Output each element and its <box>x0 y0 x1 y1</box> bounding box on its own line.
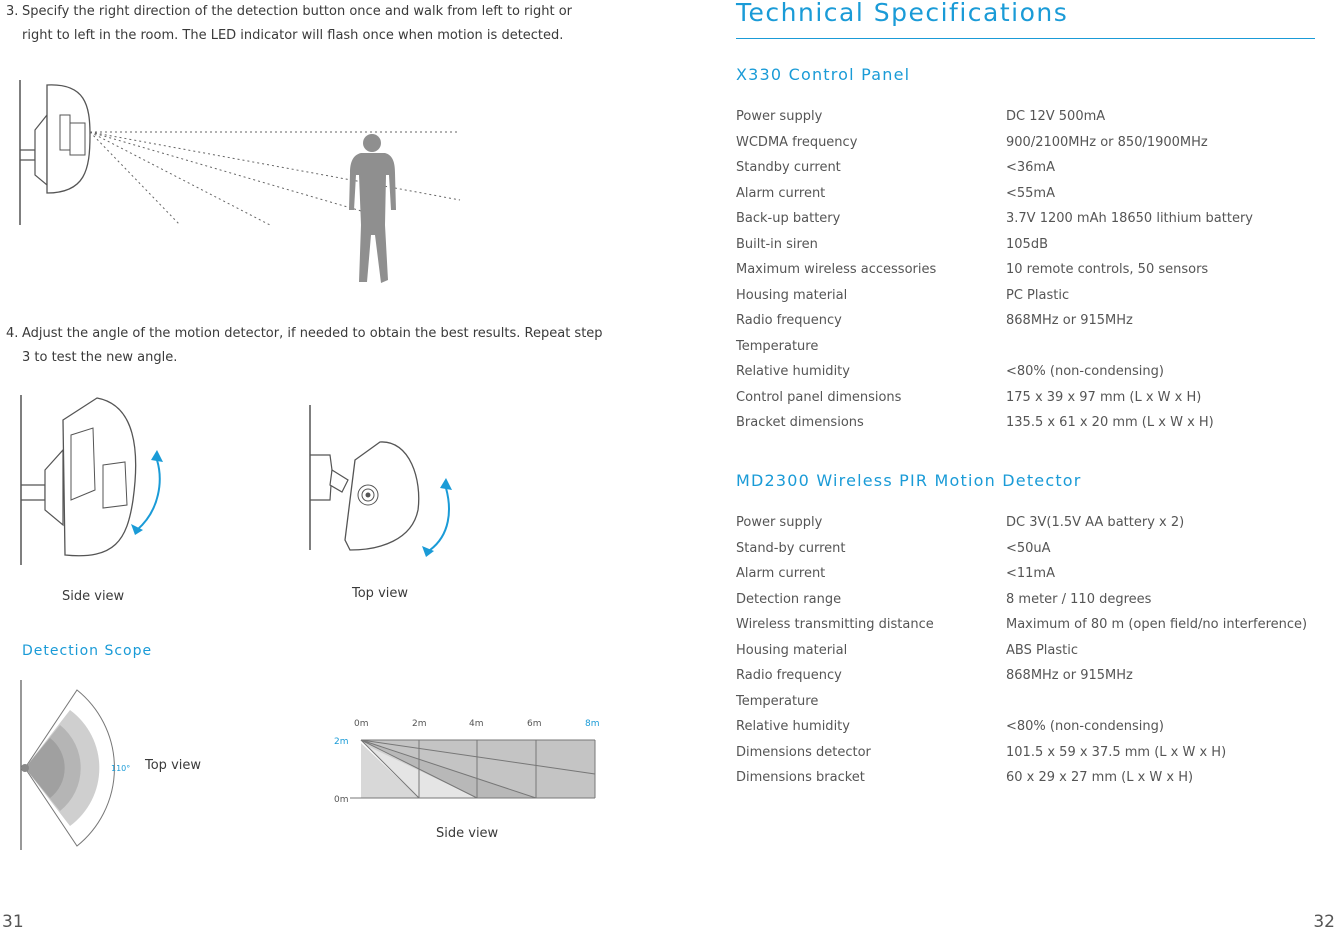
spec-value: <80% (non-condensing) <box>1006 364 1164 379</box>
detector-side-tilted-icon <box>21 398 136 556</box>
spec-value: DC 3V(1.5V AA battery x 2) <box>1006 515 1185 530</box>
spec-row <box>736 587 1336 613</box>
spec-value: 868MHz or 915MHz <box>1006 313 1133 328</box>
spec-label: Radio frequency <box>736 313 842 328</box>
spec-value: 60 x 29 x 27 mm (L x W x H) <box>1006 770 1194 785</box>
spec-row <box>736 359 1336 385</box>
spec-value: ABS Plastic <box>1006 642 1079 658</box>
page-number-right: 32 <box>1313 912 1335 932</box>
side-view-illustration <box>15 390 175 570</box>
spec-row <box>736 155 1336 181</box>
spec-label: Power supply <box>736 109 823 124</box>
spec-row <box>736 385 1336 411</box>
spec-row <box>736 510 1336 536</box>
person-silhouette-icon <box>349 134 396 283</box>
detector-side-icon <box>20 85 90 193</box>
sensor-dot <box>21 764 29 772</box>
section-title-control-panel: X330 Control Panel <box>736 65 911 84</box>
detection-beams <box>90 132 460 225</box>
left-page <box>0 0 668 936</box>
y-tick-0: 2m <box>334 737 349 747</box>
right-page <box>668 0 1337 936</box>
spec-row <box>736 714 1336 740</box>
spec-row <box>736 765 1336 791</box>
spec-label: Stand-by current <box>736 540 846 556</box>
spec-row <box>736 104 1336 130</box>
x-tick-2: 4m <box>469 719 484 729</box>
spec-row <box>736 663 1336 689</box>
detection-scope-title: Detection Scope <box>22 643 153 659</box>
step-3-text: Specify the right direction of the detection button once and walk from left to right or right to left in the room. The LED indicator will flash once when motion is detected. <box>22 4 573 43</box>
scope-top-view-caption: Top view <box>145 758 202 773</box>
spec-label: Housing material <box>736 642 848 658</box>
spec-row <box>736 410 1336 436</box>
detector-top-icon <box>310 442 419 550</box>
walk-test-illustration <box>15 75 465 290</box>
page-title: Technical Specifications <box>736 0 1069 27</box>
spec-label: Control panel dimensions <box>736 389 902 405</box>
spec-value: 8 meter / 110 degrees <box>1006 591 1152 607</box>
section-title-motion-detector: MD2300 Wireless PIR Motion Detector <box>736 471 1082 490</box>
spec-table-motion-detector <box>736 510 1336 791</box>
spec-value: DC 12V 500mA <box>1006 109 1106 124</box>
top-view-caption: Top view <box>352 586 409 601</box>
spec-row <box>736 334 1336 360</box>
step-4 <box>6 322 606 370</box>
spec-label: Dimensions detector <box>736 744 871 760</box>
spec-label: Radio frequency <box>736 668 842 683</box>
spec-value: 900/2100MHz or 850/1900MHz <box>1006 134 1208 150</box>
spec-label: Back-up battery <box>736 211 841 226</box>
spec-label: Standby current <box>736 160 841 175</box>
angle-label: 110° <box>111 764 131 773</box>
spec-label: Maximum wireless accessories <box>736 262 937 277</box>
spec-value: 175 x 39 x 97 mm (L x W x H) <box>1006 389 1202 405</box>
spec-row <box>736 181 1336 207</box>
spec-label: Detection range <box>736 591 842 607</box>
spec-row <box>736 130 1336 156</box>
spec-value: PC Plastic <box>1006 287 1070 303</box>
rotation-arrow-icon-2 <box>422 478 452 557</box>
spec-row <box>736 232 1336 258</box>
step-3-number: 3. <box>6 4 19 19</box>
spec-label: Dimensions bracket <box>736 770 865 785</box>
spec-row <box>736 638 1336 664</box>
spec-value: 101.5 x 59 x 37.5 mm (L x W x H) <box>1006 744 1227 760</box>
spec-label: Relative humidity <box>736 719 850 734</box>
spec-value: 135.5 x 61 x 20 mm (L x W x H) <box>1006 415 1214 430</box>
detection-scope-side-view <box>330 712 610 812</box>
title-divider <box>736 38 1315 39</box>
spec-row <box>736 257 1336 283</box>
spec-value: <55mA <box>1006 185 1055 201</box>
spec-label: Alarm current <box>736 566 826 581</box>
spec-label: Power supply <box>736 515 823 530</box>
spec-label: Temperature <box>736 338 819 354</box>
spec-table-control-panel <box>736 104 1336 436</box>
detection-scope-top-view <box>15 680 140 855</box>
spec-label: Bracket dimensions <box>736 415 864 430</box>
spec-value: 3.7V 1200 mAh 18650 lithium battery <box>1006 211 1253 226</box>
spec-value: <80% (non-condensing) <box>1006 719 1164 734</box>
spec-value: 105dB <box>1006 236 1048 252</box>
spec-row <box>736 612 1336 638</box>
x-tick-4: 8m <box>585 719 600 729</box>
spec-label: Relative humidity <box>736 364 850 379</box>
spec-row <box>736 561 1336 587</box>
spec-label: Alarm current <box>736 185 826 201</box>
page-number-left: 31 <box>2 912 24 932</box>
scope-side-view-caption: Side view <box>436 826 499 841</box>
spec-value: Maximum of 80 m (open field/no interference) <box>1006 617 1308 632</box>
y-tick-1: 0m <box>334 795 349 805</box>
spec-label: Wireless transmitting distance <box>736 617 934 632</box>
spec-label: Temperature <box>736 693 819 709</box>
spec-label: Built-in siren <box>736 236 818 252</box>
top-view-illustration <box>300 400 470 565</box>
spec-value: 868MHz or 915MHz <box>1006 668 1133 683</box>
step-3 <box>6 0 606 48</box>
spec-value: <50uA <box>1006 540 1051 556</box>
x-tick-1: 2m <box>412 719 427 729</box>
side-view-caption: Side view <box>62 589 125 604</box>
spec-row <box>736 206 1336 232</box>
step-4-number: 4. <box>6 326 19 341</box>
x-tick-3: 6m <box>527 719 542 729</box>
spec-row <box>736 689 1336 715</box>
spec-row <box>736 536 1336 562</box>
spec-row <box>736 740 1336 766</box>
spec-label: WCDMA frequency <box>736 134 858 150</box>
spec-row <box>736 283 1336 309</box>
spec-row <box>736 308 1336 334</box>
step-4-text: Adjust the angle of the motion detector, if needed to obtain the best results. Repeat step 3 to test the new angle. <box>22 326 603 365</box>
spec-value: <11mA <box>1006 566 1055 581</box>
spec-value: 10 remote controls, 50 sensors <box>1006 262 1209 277</box>
spec-value: <36mA <box>1006 160 1055 175</box>
spec-label: Housing material <box>736 287 848 303</box>
x-tick-0: 0m <box>354 719 369 729</box>
